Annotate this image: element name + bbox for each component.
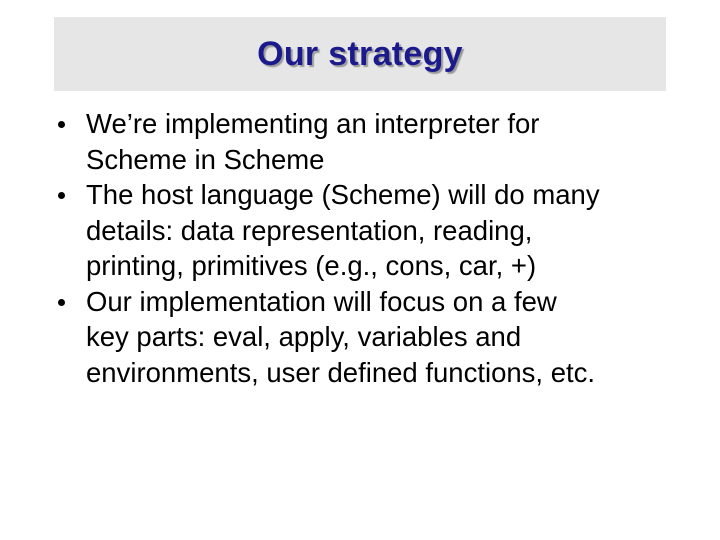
bullet-line: Scheme in Scheme bbox=[86, 143, 325, 175]
bullet-line: printing, primitives (e.g., cons, car, +) bbox=[86, 250, 537, 281]
bullet-list bbox=[54, 106, 694, 390]
bullet-item bbox=[54, 177, 694, 284]
bullet-line: details: data representation, reading, bbox=[86, 214, 533, 246]
bullet-item bbox=[54, 284, 694, 391]
bullet-line: Our implementation will focus on a few bbox=[86, 285, 557, 317]
bullet-line: The host language (Scheme) will do many bbox=[86, 179, 600, 210]
bullet-line: key parts: eval, apply, variables and bbox=[86, 321, 522, 352]
bullet-dot-icon bbox=[58, 121, 65, 128]
bullet-dot-icon bbox=[58, 192, 65, 199]
slide-title: Our strategy bbox=[257, 34, 463, 73]
bullet-line: environments, user defined functions, etc. bbox=[86, 356, 596, 388]
bullet-item bbox=[54, 106, 694, 177]
bullet-line: We’re implementing an interpreter for bbox=[86, 108, 540, 139]
title-bar bbox=[54, 17, 666, 91]
bullet-dot-icon bbox=[58, 299, 65, 306]
